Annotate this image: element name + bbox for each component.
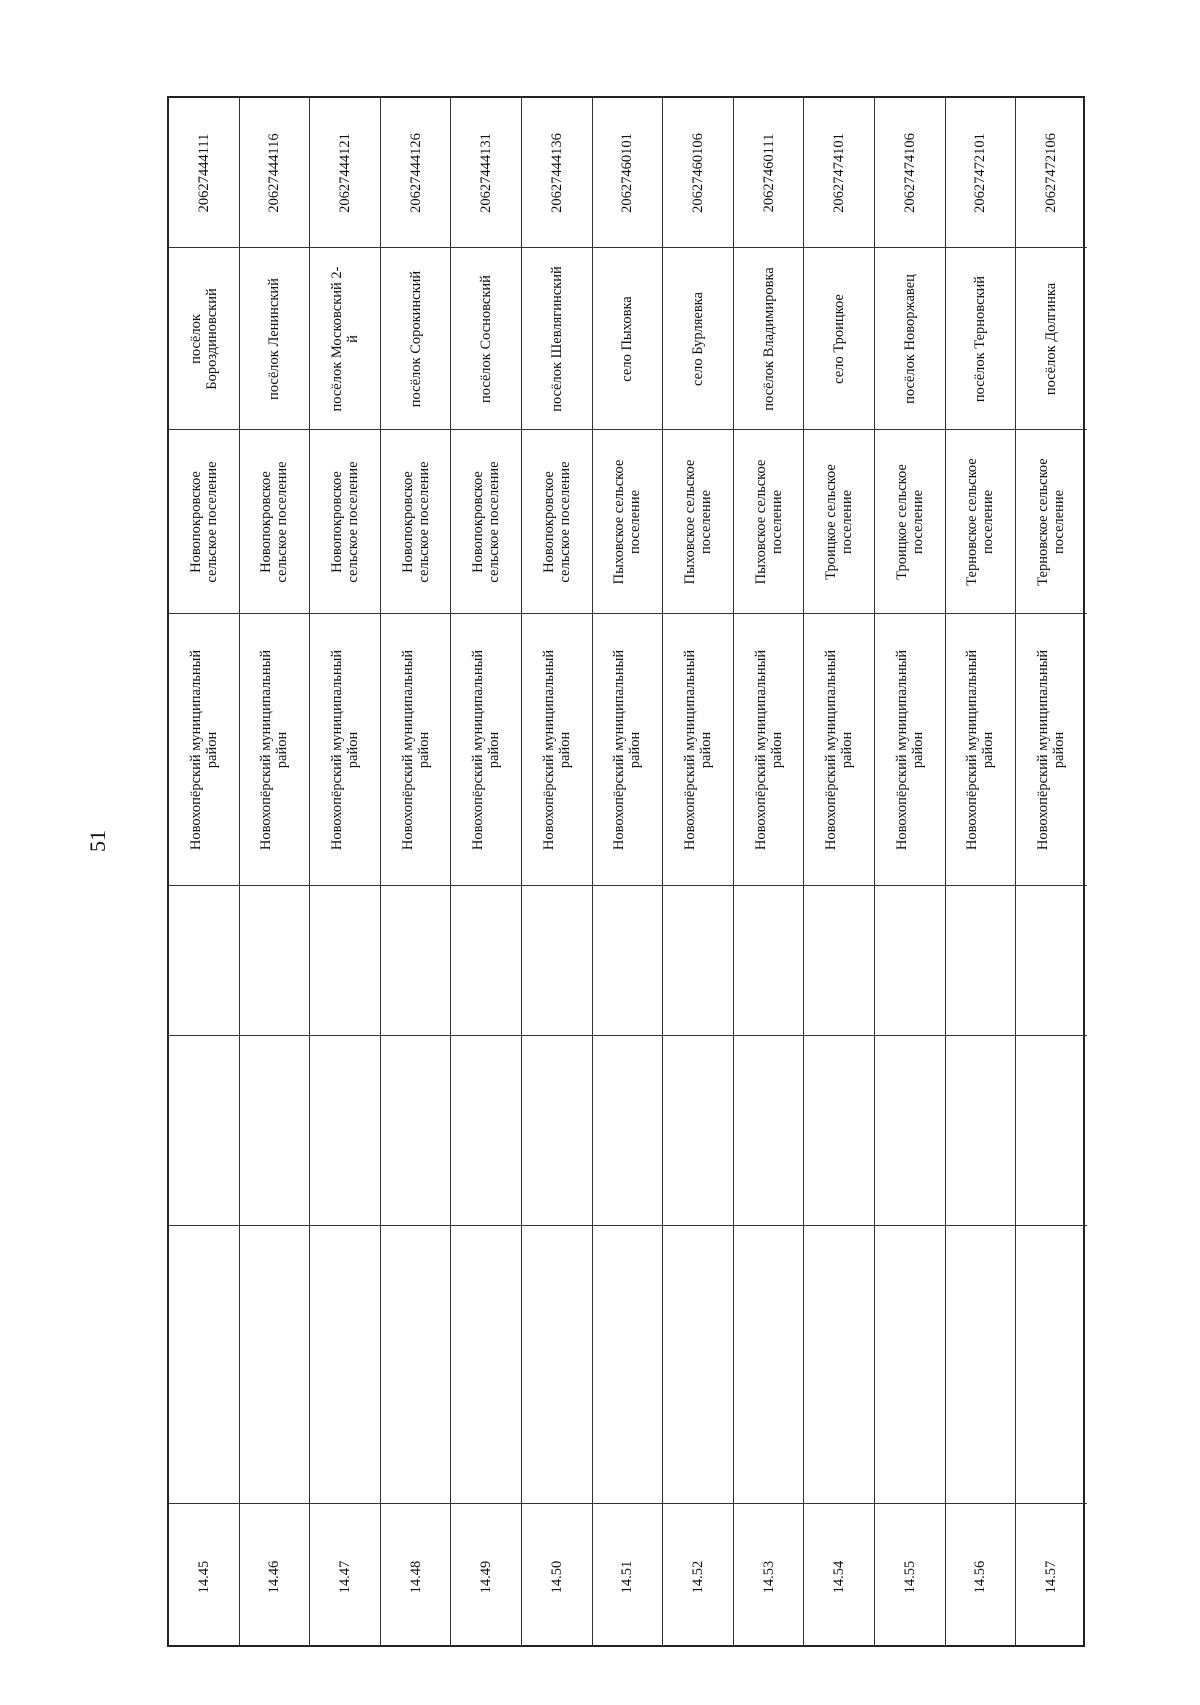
locality-cell bbox=[381, 248, 451, 430]
oktmo-code-text: 20627474106 bbox=[901, 132, 918, 213]
row-number-cell bbox=[240, 1504, 310, 1649]
empty-cell bbox=[875, 1036, 945, 1226]
locality-cell bbox=[451, 248, 521, 430]
settlement-text: Пыховское сельское поселение bbox=[752, 459, 785, 584]
district-text: Новохопёрский муниципальный район bbox=[681, 649, 714, 850]
empty-cell bbox=[593, 1226, 663, 1504]
empty-cell bbox=[169, 1226, 239, 1504]
oktmo-code-cell bbox=[240, 98, 310, 248]
empty-cell bbox=[734, 1226, 804, 1504]
oktmo-code-cell bbox=[522, 98, 592, 248]
empty-cell bbox=[522, 1226, 592, 1504]
district-text: Новохопёрский муниципальный район bbox=[1035, 649, 1068, 850]
locality-cell bbox=[310, 248, 380, 430]
table-row bbox=[522, 98, 593, 1645]
settlement-cell bbox=[451, 430, 521, 614]
locality-text: посёлок Московский 2-й bbox=[328, 266, 361, 411]
settlement-cell bbox=[1016, 430, 1087, 614]
empty-cell bbox=[946, 1036, 1016, 1226]
locality-text: посёлок Сосновский bbox=[478, 274, 495, 403]
row-number-cell bbox=[522, 1504, 592, 1649]
district-cell bbox=[593, 614, 663, 886]
district-cell bbox=[734, 614, 804, 886]
locality-text: посёлок Новоржавец bbox=[901, 273, 918, 404]
settlement-cell bbox=[593, 430, 663, 614]
settlement-text: Терновское сельское поселение bbox=[964, 457, 997, 586]
oktmo-code-cell bbox=[451, 98, 521, 248]
locality-text: посёлок Шевлягинский bbox=[548, 265, 565, 412]
empty-cell bbox=[1016, 1226, 1087, 1504]
empty-cell bbox=[1016, 886, 1087, 1036]
settlement-text: Пыховское сельское поселение bbox=[681, 459, 714, 584]
empty-cell bbox=[169, 886, 239, 1036]
settlement-text: Троицкое сельское поселение bbox=[893, 463, 926, 580]
row-number-text: 14.50 bbox=[548, 1560, 565, 1593]
row-number-text: 14.53 bbox=[760, 1560, 777, 1593]
empty-cell bbox=[734, 886, 804, 1036]
table-row bbox=[875, 98, 946, 1645]
locality-cell bbox=[663, 248, 733, 430]
district-text: Новохопёрский муниципальный район bbox=[893, 649, 926, 850]
settlement-text: Новопокровское сельское поселение bbox=[470, 460, 503, 583]
table-row bbox=[804, 98, 875, 1645]
empty-cell bbox=[451, 886, 521, 1036]
row-number-cell bbox=[875, 1504, 945, 1649]
settlements-table bbox=[167, 96, 1085, 1647]
district-text: Новохопёрский муниципальный район bbox=[611, 649, 644, 850]
district-cell bbox=[946, 614, 1016, 886]
table-row bbox=[946, 98, 1017, 1645]
oktmo-code-text: 20627460111 bbox=[760, 133, 777, 212]
empty-cell bbox=[381, 1226, 451, 1504]
empty-cell bbox=[381, 886, 451, 1036]
row-number-text: 14.54 bbox=[831, 1560, 848, 1593]
empty-cell bbox=[946, 886, 1016, 1036]
row-number-text: 14.48 bbox=[407, 1560, 424, 1593]
locality-cell bbox=[169, 248, 239, 430]
oktmo-code-text: 20627474101 bbox=[831, 132, 848, 213]
settlement-cell bbox=[310, 430, 380, 614]
row-number-cell bbox=[663, 1504, 733, 1649]
empty-cell bbox=[522, 1036, 592, 1226]
district-cell bbox=[240, 614, 310, 886]
locality-text: посёлок Владимировка bbox=[760, 266, 777, 411]
empty-cell bbox=[593, 886, 663, 1036]
empty-cell bbox=[310, 1036, 380, 1226]
row-number-text: 14.46 bbox=[266, 1560, 283, 1593]
locality-cell bbox=[804, 248, 874, 430]
page-number: 51 bbox=[85, 830, 110, 852]
settlement-cell bbox=[522, 430, 592, 614]
locality-text: посёлок Ленинский bbox=[266, 277, 283, 400]
row-number-text: 14.57 bbox=[1043, 1560, 1060, 1593]
locality-text: посёлок Бороздиновский bbox=[187, 287, 220, 390]
district-text: Новохопёрский муниципальный район bbox=[823, 649, 856, 850]
row-number-text: 14.47 bbox=[336, 1560, 353, 1593]
row-number-cell bbox=[451, 1504, 521, 1649]
table-row bbox=[593, 98, 664, 1645]
oktmo-code-cell bbox=[310, 98, 380, 248]
settlement-text: Новопокровское сельское поселение bbox=[258, 460, 291, 583]
oktmo-code-text: 20627472101 bbox=[972, 132, 989, 213]
row-number-text: 14.45 bbox=[195, 1560, 212, 1593]
settlement-text: Терновское сельское поселение bbox=[1035, 457, 1068, 586]
locality-cell bbox=[946, 248, 1016, 430]
oktmo-code-text: 20627444111 bbox=[195, 133, 212, 212]
settlement-cell bbox=[381, 430, 451, 614]
oktmo-code-cell bbox=[804, 98, 874, 248]
empty-cell bbox=[663, 1036, 733, 1226]
district-text: Новохопёрский муниципальный район bbox=[540, 649, 573, 850]
table-row bbox=[240, 98, 311, 1645]
empty-cell bbox=[593, 1036, 663, 1226]
row-number-cell bbox=[169, 1504, 239, 1649]
locality-cell bbox=[593, 248, 663, 430]
empty-cell bbox=[946, 1226, 1016, 1504]
district-cell bbox=[875, 614, 945, 886]
oktmo-code-text: 20627444121 bbox=[336, 132, 353, 213]
oktmo-code-cell bbox=[663, 98, 733, 248]
district-cell bbox=[381, 614, 451, 886]
table-row bbox=[169, 98, 240, 1645]
empty-cell bbox=[169, 1036, 239, 1226]
empty-cell bbox=[875, 1226, 945, 1504]
locality-cell bbox=[240, 248, 310, 430]
locality-text: посёлок Долгинка bbox=[1043, 282, 1060, 395]
settlement-cell bbox=[946, 430, 1016, 614]
oktmo-code-cell bbox=[593, 98, 663, 248]
oktmo-code-text: 20627444116 bbox=[266, 132, 283, 213]
district-text: Новохопёрский муниципальный район bbox=[258, 649, 291, 850]
empty-cell bbox=[240, 886, 310, 1036]
settlement-text: Новопокровское сельское поселение bbox=[540, 460, 573, 583]
locality-cell bbox=[734, 248, 804, 430]
district-text: Новохопёрский муниципальный район bbox=[187, 649, 220, 850]
empty-cell bbox=[663, 1226, 733, 1504]
empty-cell bbox=[310, 1226, 380, 1504]
empty-cell bbox=[240, 1036, 310, 1226]
locality-text: посёлок Сорокинский bbox=[407, 270, 424, 407]
oktmo-code-cell bbox=[381, 98, 451, 248]
empty-cell bbox=[875, 886, 945, 1036]
district-text: Новохопёрский муниципальный район bbox=[470, 649, 503, 850]
settlement-text: Новопокровское сельское поселение bbox=[328, 460, 361, 583]
district-cell bbox=[1016, 614, 1087, 886]
empty-cell bbox=[663, 886, 733, 1036]
oktmo-code-cell bbox=[1016, 98, 1087, 248]
row-number-cell bbox=[946, 1504, 1016, 1649]
oktmo-code-text: 20627460106 bbox=[689, 132, 706, 213]
settlement-cell bbox=[734, 430, 804, 614]
settlement-cell bbox=[169, 430, 239, 614]
district-cell bbox=[804, 614, 874, 886]
row-number-cell bbox=[593, 1504, 663, 1649]
district-cell bbox=[310, 614, 380, 886]
settlement-text: Новопокровское сельское поселение bbox=[399, 460, 432, 583]
empty-cell bbox=[522, 886, 592, 1036]
oktmo-code-text: 20627444126 bbox=[407, 132, 424, 213]
settlement-cell bbox=[240, 430, 310, 614]
empty-cell bbox=[734, 1036, 804, 1226]
district-cell bbox=[451, 614, 521, 886]
table-row bbox=[663, 98, 734, 1645]
oktmo-code-text: 20627472106 bbox=[1043, 132, 1060, 213]
locality-cell bbox=[1016, 248, 1087, 430]
oktmo-code-text: 20627460101 bbox=[619, 132, 636, 213]
locality-text: посёлок Терновский bbox=[972, 275, 989, 402]
district-text: Новохопёрский муниципальный район bbox=[964, 649, 997, 850]
locality-cell bbox=[875, 248, 945, 430]
table-row bbox=[734, 98, 805, 1645]
row-number-text: 14.49 bbox=[478, 1560, 495, 1593]
row-number-text: 14.55 bbox=[901, 1560, 918, 1593]
empty-cell bbox=[451, 1226, 521, 1504]
locality-text: село Троицкое bbox=[831, 293, 848, 384]
row-number-cell bbox=[804, 1504, 874, 1649]
empty-cell bbox=[381, 1036, 451, 1226]
row-number-text: 14.51 bbox=[619, 1560, 636, 1593]
empty-cell bbox=[451, 1036, 521, 1226]
district-cell bbox=[522, 614, 592, 886]
district-text: Новохопёрский муниципальный район bbox=[752, 649, 785, 850]
locality-cell bbox=[522, 248, 592, 430]
row-number-text: 14.56 bbox=[972, 1560, 989, 1593]
district-cell bbox=[169, 614, 239, 886]
row-number-cell bbox=[1016, 1504, 1087, 1649]
row-number-text: 14.52 bbox=[689, 1560, 706, 1593]
settlement-cell bbox=[663, 430, 733, 614]
settlement-text: Новопокровское сельское поселение bbox=[187, 460, 220, 583]
oktmo-code-cell bbox=[946, 98, 1016, 248]
empty-cell bbox=[804, 1036, 874, 1226]
district-text: Новохопёрский муниципальный район bbox=[328, 649, 361, 850]
settlement-text: Пыховское сельское поселение bbox=[611, 459, 644, 584]
settlement-text: Троицкое сельское поселение bbox=[823, 463, 856, 580]
empty-cell bbox=[310, 886, 380, 1036]
settlement-cell bbox=[804, 430, 874, 614]
settlement-cell bbox=[875, 430, 945, 614]
empty-cell bbox=[804, 886, 874, 1036]
oktmo-code-cell bbox=[734, 98, 804, 248]
district-text: Новохопёрский муниципальный район bbox=[399, 649, 432, 850]
table-row bbox=[1016, 98, 1087, 1645]
row-number-cell bbox=[734, 1504, 804, 1649]
row-number-cell bbox=[310, 1504, 380, 1649]
oktmo-code-text: 20627444136 bbox=[548, 132, 565, 213]
empty-cell bbox=[240, 1226, 310, 1504]
row-number-cell bbox=[381, 1504, 451, 1649]
table-row bbox=[381, 98, 452, 1645]
locality-text: село Бурляевка bbox=[689, 291, 706, 386]
oktmo-code-cell bbox=[875, 98, 945, 248]
district-cell bbox=[663, 614, 733, 886]
locality-text: село Пыховка bbox=[619, 295, 636, 382]
table-row bbox=[310, 98, 381, 1645]
empty-cell bbox=[1016, 1036, 1087, 1226]
oktmo-code-text: 20627444131 bbox=[478, 132, 495, 213]
table-row bbox=[451, 98, 522, 1645]
oktmo-code-cell bbox=[169, 98, 239, 248]
empty-cell bbox=[804, 1226, 874, 1504]
